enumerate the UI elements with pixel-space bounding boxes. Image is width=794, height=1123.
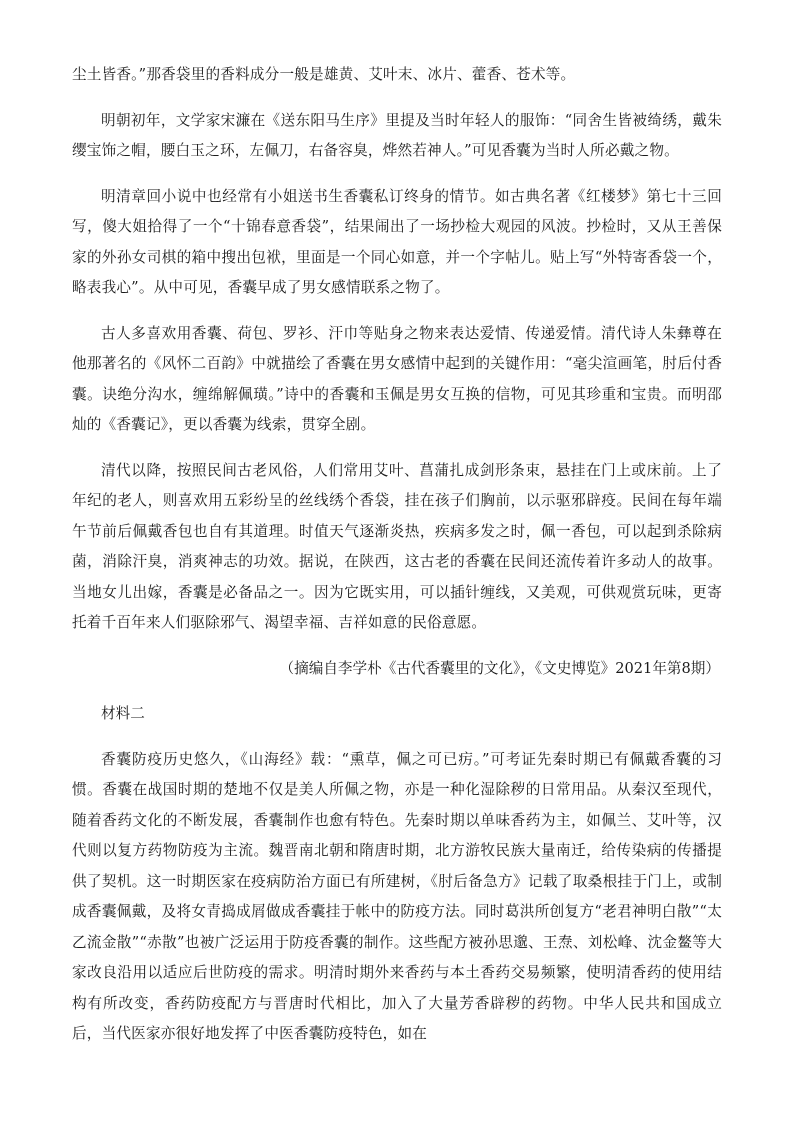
paragraph-epidemic-prevention: 香囊防疫历史悠久，《山海经》载：“熏草，佩之可已疠。”可考证先秦时期已有佩戴香囊的习惯。香囊在战国时期的楚地不仅是美人所佩之物，亦是一种化湿除秽的日常用品。从秦汉至现代，随着香药文化的不断发展，香囊制作也愈有特色。先秦时期以单味香药为主，如佩兰、艾叶等，汉代则以复方药物防疫为主流。魏晋南北朝和隋唐时期，北方游牧民族大量南迁，给传染病的传播提供了契机。这一时期医家在疫病防治方面已有所建树，《肘后备急方》记载了取桑根挂于门上，或制成香囊佩戴，及将女青捣成屑做成香囊挂于帐中的防疫方法。同时葛洪所创复方“老君神明白散”“太乙流金散”“赤散”也被广泛运用于防疫香囊的制作。这些配方被孙思邈、王焘、刘松峰、沈金鳌等大家改良沿用以适应后世防疫的需求。明清时期外来香药与本土香药交易频繁，使明清香药的使用结构有所改变，香药防疫配方与晋唐时代相比，加入了大量芳香辟秽的药物。中华人民共和国成立后，当代医家亦很好地发挥了中医香囊防疫特色，如在 bbox=[72, 750, 722, 1042]
paragraph-gap bbox=[72, 730, 722, 745]
paragraph-gap bbox=[72, 304, 722, 319]
paragraph-continuation: 尘土皆香。”那香袋里的香料成分一般是雄黄、艾叶末、冰片、藿香、苍术等。 bbox=[72, 66, 576, 83]
paragraph-qing-customs: 清代以降，按照民间古老风俗，人们常用艾叶、菖蒲扎成剑形条束，悬挂在门上或床前。上了年纪的老人，则喜欢用五彩纷呈的丝线绣个香袋，挂在孩子们胸前，以示驱邪辟疫。民间在每年端午节前后佩戴香包也自有其道理。时值天气逐渐炎热，疾病多发之时，佩一香包，可以起到杀除病菌，消除汗臭，消爽神志的功效。据说，在陕西，这古老的香囊在民间还流传着许多动人的故事。当地女儿出嫁，香囊是必备品之一。因为它既实用，可以插针缠线，又美观，可供观赏玩味，更寄托着千百年来人们驱除邪气、渴望幸福、吉祥如意的民俗意愿。 bbox=[72, 461, 722, 631]
source-citation: （摘编自李学朴《古代香囊里的文化》，《文史博览》2021年第8期） bbox=[279, 659, 720, 677]
paragraph-gap bbox=[72, 441, 722, 456]
paragraph-gap bbox=[72, 684, 722, 699]
paragraph-ming-qing-novels: 明清章回小说中也经常有小姐送书生香囊私订终身的情节。如古典名著《红楼梦》第七十三回写，傻大姐拾得了一个“十锦春意香袋”，结果闹出了一场抄检大观园的风波。抄检时，又从王善保家的外孙女司棋的箱中搜出包袱，里面是一个同心如意，并一个字帖儿。贴上写“外特寄香袋一个，略表我心”。从中可见，香囊早成了男女感情联系之物了。 bbox=[72, 187, 722, 296]
paragraph-gap bbox=[72, 639, 722, 654]
paragraph-song-lian: 明朝初年，文学家宋濂在《送东阳马生序》里提及当时年轻人的服饰：“同舍生皆被绮绣，戴朱缨宝饰之帽，腰白玉之环，左佩刀，右备容臭，烨然若神人。”可见香囊为当时人所必戴之物。 bbox=[72, 111, 722, 159]
section-heading-material-two: 材料二 bbox=[101, 705, 145, 722]
paragraph-love-tokens: 古人多喜欢用香囊、荷包、罗衫、汗巾等贴身之物来表达爱情、传递爱情。清代诗人朱彝尊在他那著名的《风怀二百韵》中就描绘了香囊在男女感情中起到的关键作用：“毫尖渲画笔，肘后付香囊。诀绝分沟水，缠绵解佩璜。”诗中的香囊和玉佩是男女互换的信物，可见其珍重和宝贵。而明邵灿的《香囊记》，更以香囊为线索，贯穿全剧。 bbox=[72, 324, 722, 433]
document-page bbox=[72, 60, 722, 1050]
paragraph-gap bbox=[72, 91, 722, 106]
paragraph-gap bbox=[72, 167, 722, 182]
